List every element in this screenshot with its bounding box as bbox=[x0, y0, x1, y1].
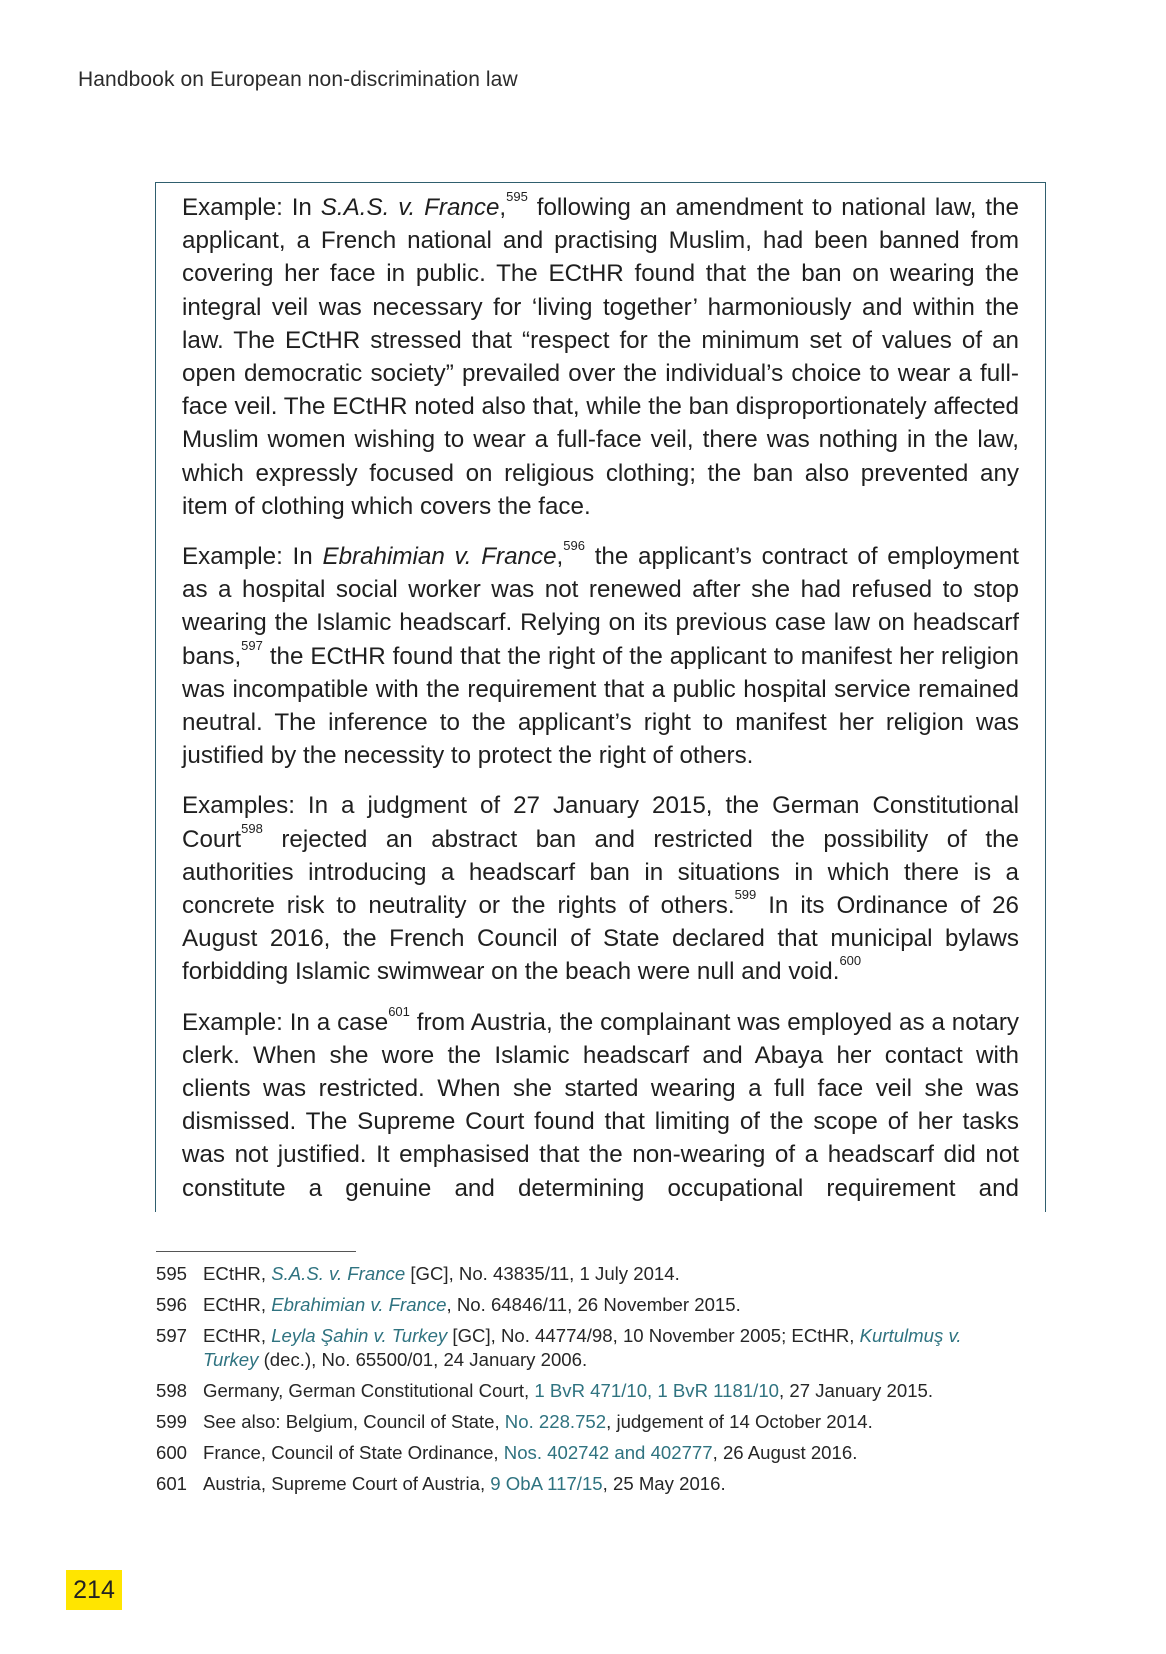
text: Example: In bbox=[182, 194, 321, 221]
text: rejected an abstract ban and restricted the possibility of the authorities introducing a headscarf ban in situations in which there is a concrete risk to neutrality or the rights of others. bbox=[182, 825, 1019, 920]
footnote-596 bbox=[156, 1293, 1016, 1317]
text: following an amendment to national law, the applicant, a French national and practising Muslim, had been banned from covering her face in public. The ECtHR found that the ban on wearing the integral veil was necessary for ‘living together’ harmoniously and within the law. The ECtHR stressed that “respect for the minimum set of values of an open democratic society” prevailed over the individual’s choice to wear a full-face veil. The ECtHR noted also that, while the ban disproportionately affected Muslim women wishing to wear a full-face veil, there was nothing in the law, which expressly focused on religious clothing; the ban also prevented any item of clothing which covers the face. bbox=[182, 194, 1020, 520]
page-number: 214 bbox=[66, 1570, 122, 1610]
footnote-600 bbox=[156, 1441, 1016, 1465]
footnote-number: 601 bbox=[156, 1473, 188, 1494]
case-link[interactable] bbox=[271, 1294, 446, 1315]
text: the ECtHR found that the right of the applicant to manifest her religion was incompatible with the requirement that a public hospital service remained neutral. The inference to the applicant’s right to manifest her religion was justified by the necessity to protect the right of others. bbox=[182, 642, 1019, 770]
text: , judgement of 14 October 2014. bbox=[606, 1411, 873, 1432]
case-link[interactable]: Nos. 402742 and 402777 bbox=[503, 1442, 713, 1463]
footnote-number: 599 bbox=[156, 1411, 188, 1432]
text: , 25 May 2016. bbox=[602, 1473, 726, 1494]
footnote-ref[interactable]: 601 bbox=[388, 1003, 410, 1019]
footnote-597 bbox=[156, 1324, 1016, 1372]
footnote-ref[interactable]: 599 bbox=[734, 887, 757, 903]
text: , No. 64846/11, 26 November 2015. bbox=[446, 1294, 741, 1315]
text: , 27 January 2015. bbox=[779, 1380, 934, 1401]
footnote-595 bbox=[156, 1262, 1016, 1286]
link-text: Ebrahimian v. France bbox=[271, 1294, 447, 1315]
text: the applicant’s contract of employment as a hospital social worker was not renewed after she had refused to stop wearing the Islamic headscarf. Relying on its previous case law on headscarf bans, bbox=[182, 543, 1019, 670]
text: Example: In bbox=[182, 543, 323, 571]
text: See also: Belgium, Council of State, bbox=[203, 1411, 505, 1432]
text: [GC], No. 44774/98, 10 November 2005; ECtHR, bbox=[447, 1325, 860, 1346]
footnote-number: 597 bbox=[156, 1325, 188, 1346]
text: Example: In a case bbox=[182, 1008, 389, 1036]
footnote-ref[interactable]: 595 bbox=[506, 189, 528, 204]
footnote-number: 595 bbox=[156, 1263, 188, 1284]
case-name: S.A.S. v. France bbox=[320, 194, 500, 221]
footnote-divider bbox=[156, 1251, 356, 1252]
footnote-599 bbox=[156, 1410, 1016, 1434]
link-text: S.A.S. v. France bbox=[271, 1263, 406, 1284]
text: ECtHR, bbox=[203, 1325, 272, 1346]
case-link[interactable] bbox=[271, 1325, 447, 1346]
text: ECtHR, bbox=[203, 1294, 272, 1315]
example-box bbox=[155, 182, 1046, 1212]
footnote-601 bbox=[156, 1472, 1016, 1496]
link-text: Kurtulmuş v. Turkey bbox=[203, 1325, 962, 1370]
footnotes bbox=[156, 1262, 1016, 1503]
text: Examples: In a judgment of 27 January 2015, the German Constitutional Court bbox=[182, 792, 1019, 853]
text: In its Ordinance of 26 August 2016, the French Council of State declared that municipal bylaws forbidding Islamic swimwear on the beach were null and void. bbox=[182, 892, 1019, 986]
text: ECtHR, bbox=[203, 1263, 272, 1284]
text: France, Council of State Ordinance, bbox=[203, 1442, 504, 1463]
case-name: Ebrahimian v. France bbox=[322, 543, 557, 571]
running-header: Handbook on European non-discrimination law bbox=[78, 68, 518, 91]
text: from Austria, the complainant was employed as a notary clerk. When she wore the Islamic headscarf and Abaya her contact with clients was restricted. When she started wearing a full face veil she was dismissed. The Supreme Court found that limiting of the scope of her tasks was not justified. It emphasised that the non-wearing of a headscarf did not constitute a genuine and determining occupational requirement and bbox=[182, 1008, 1019, 1202]
text: , 26 August 2016. bbox=[712, 1442, 858, 1463]
text: , bbox=[556, 543, 564, 571]
example-sas-v-france bbox=[182, 191, 1019, 523]
example-austria-notary-clerk bbox=[182, 1003, 1019, 1205]
text: Germany, German Constitutional Court, bbox=[203, 1380, 535, 1401]
footnote-number: 598 bbox=[156, 1380, 188, 1401]
footnote-ref[interactable]: 596 bbox=[563, 538, 585, 554]
footnote-ref[interactable]: 598 bbox=[241, 820, 263, 836]
footnote-number: 600 bbox=[156, 1442, 188, 1463]
footnote-598 bbox=[156, 1379, 1016, 1403]
footnote-ref[interactable]: 600 bbox=[839, 953, 862, 969]
link-text: Leyla Şahin v. Turkey bbox=[271, 1325, 448, 1346]
text: [GC], No. 43835/11, 1 July 2014. bbox=[405, 1263, 680, 1284]
text: Austria, Supreme Court of Austria, bbox=[203, 1473, 491, 1494]
example-german-constitutional-court bbox=[182, 789, 1019, 988]
example-ebrahimian-v-france bbox=[182, 540, 1019, 772]
case-link[interactable]: 9 ObA 117/15 bbox=[490, 1473, 603, 1494]
footnote-ref[interactable]: 597 bbox=[241, 637, 263, 653]
footnote-number: 596 bbox=[156, 1294, 188, 1315]
case-link[interactable] bbox=[271, 1263, 405, 1284]
case-link[interactable]: No. 228.752 bbox=[504, 1411, 607, 1432]
case-link[interactable]: 1 BvR 471/10, 1 BvR 1181/10 bbox=[534, 1380, 780, 1401]
text: , bbox=[499, 194, 507, 221]
text: (dec.), No. 65500/01, 24 January 2006. bbox=[258, 1349, 588, 1370]
